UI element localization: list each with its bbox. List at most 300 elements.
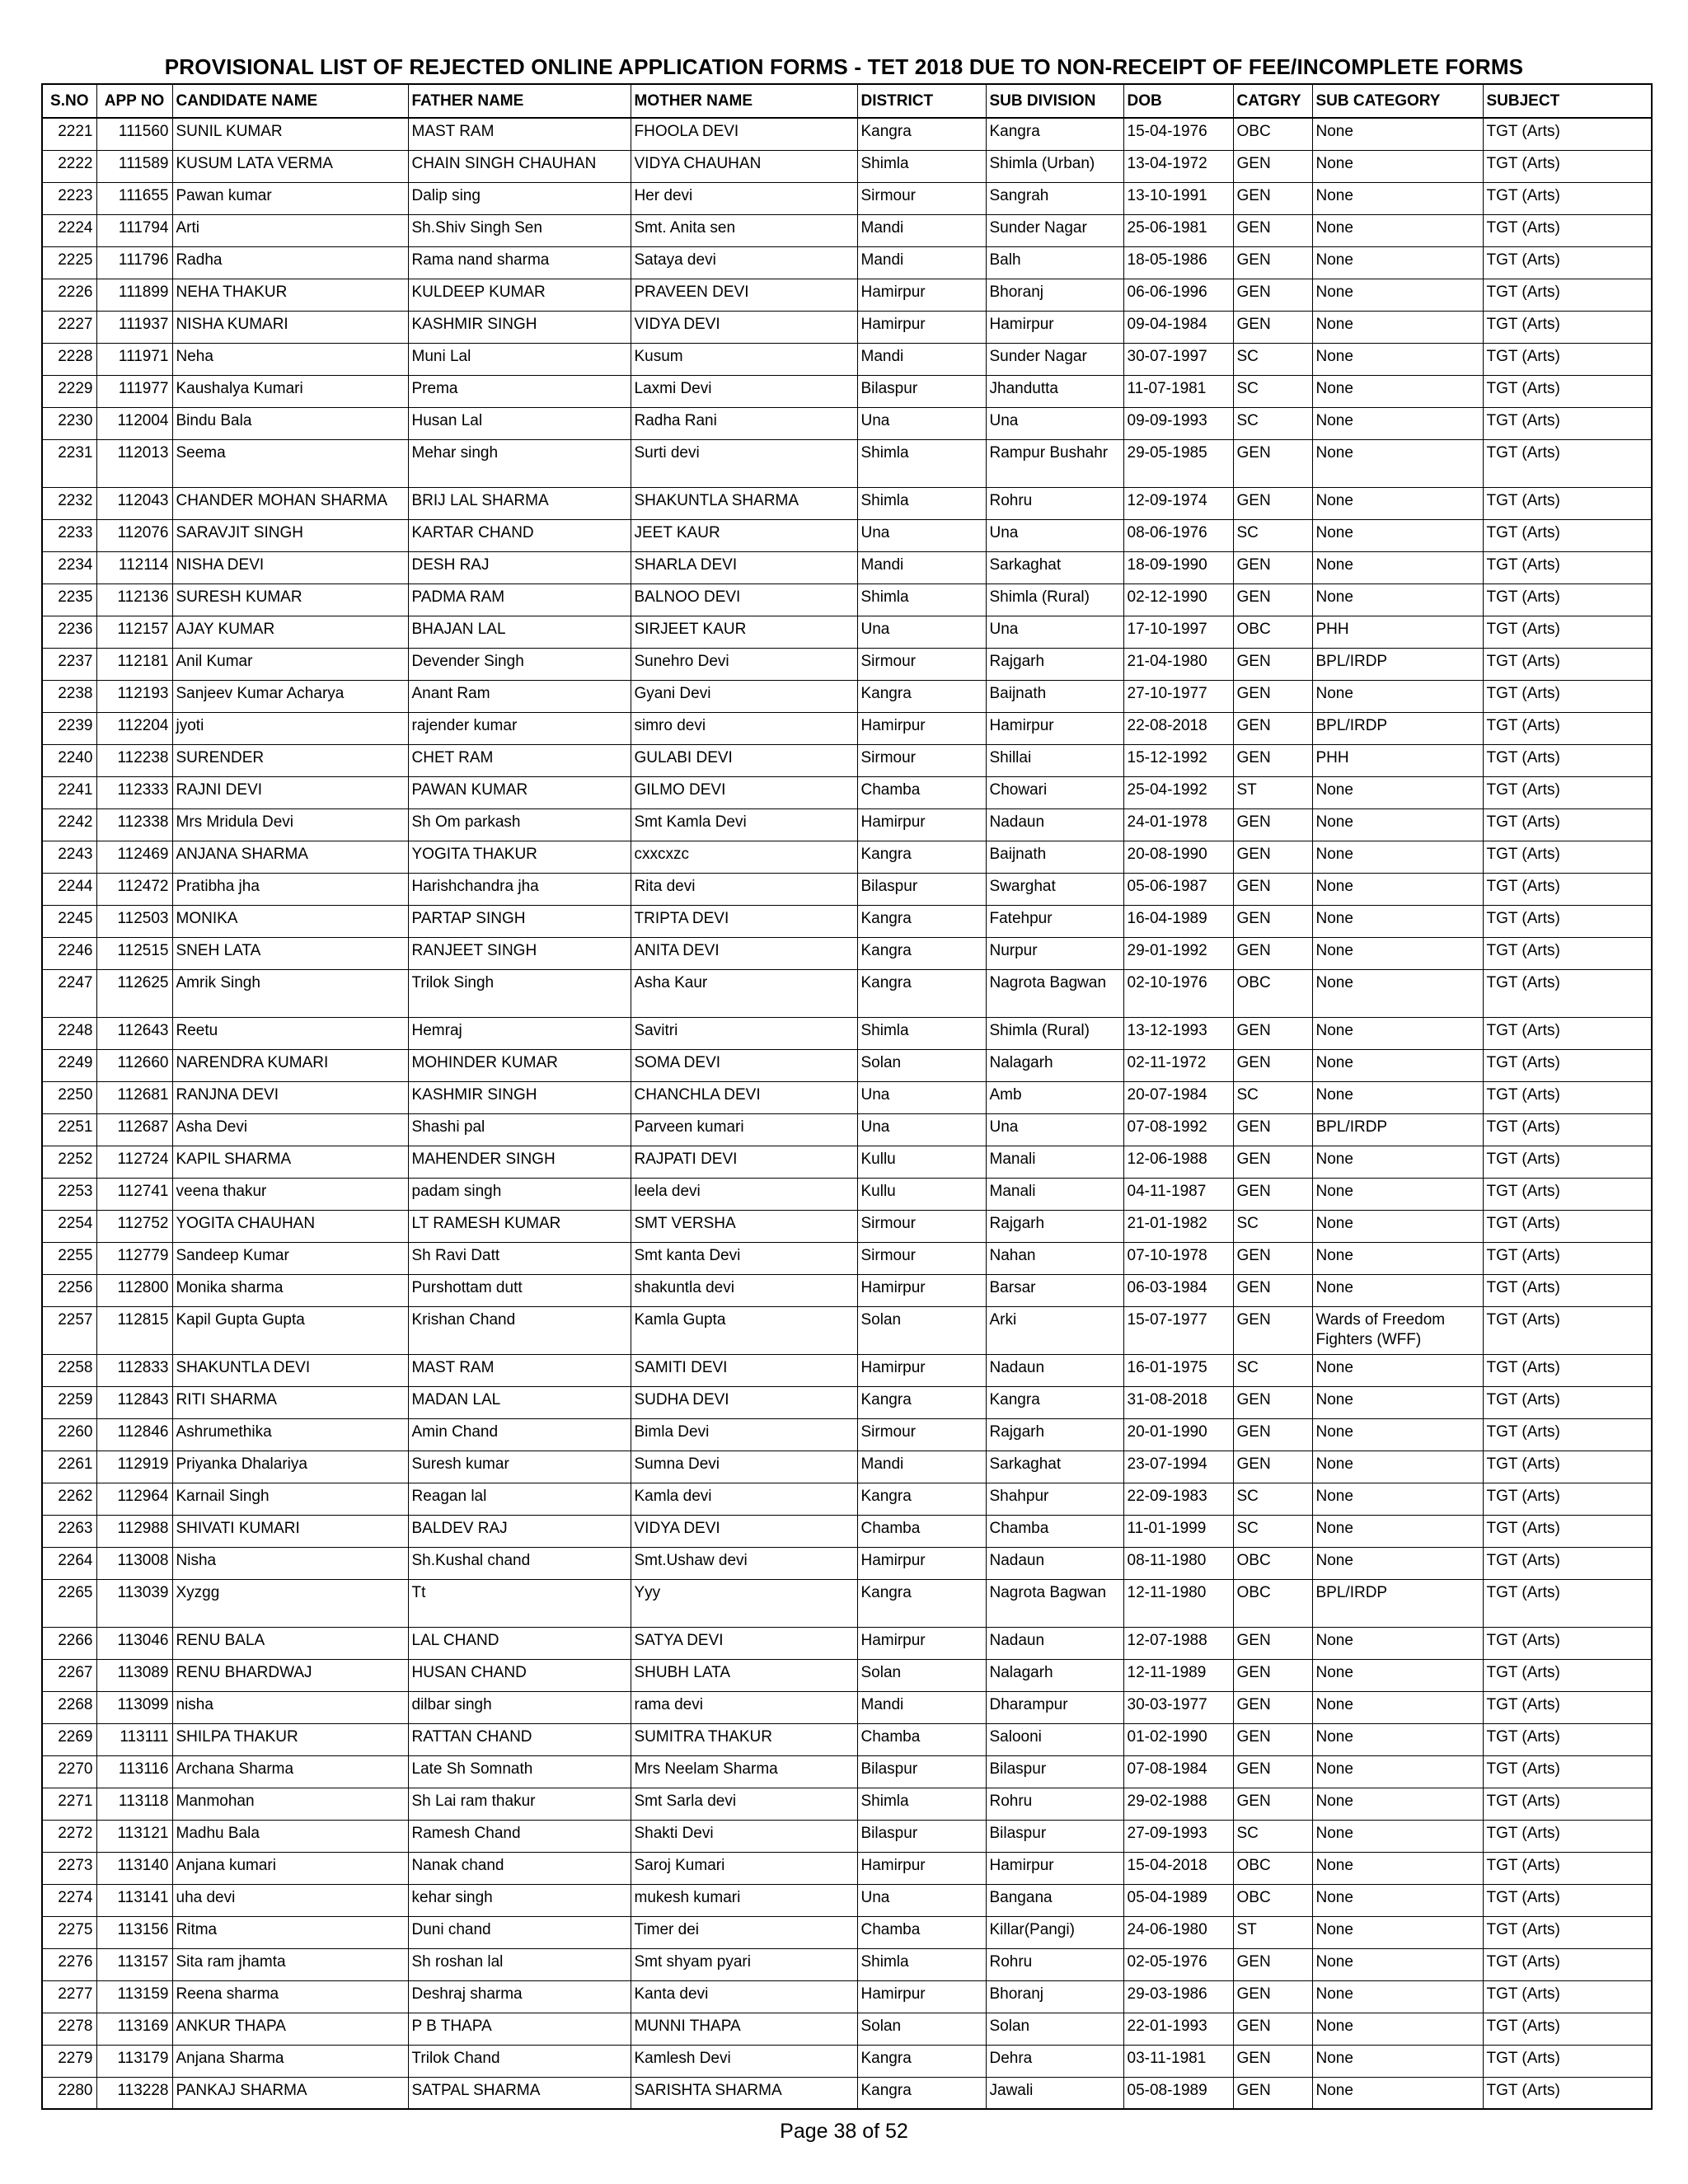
candidate-name-cell: CHANDER MOHAN SHARMA [172, 487, 408, 519]
app-no-cell: 113156 [96, 1916, 172, 1948]
category-cell: GEN [1233, 1146, 1312, 1178]
table-row [42, 712, 1652, 744]
table-row [42, 2045, 1652, 2077]
sno-cell: 2237 [42, 648, 96, 680]
table-row [42, 2077, 1652, 2109]
category-cell: GEN [1233, 1788, 1312, 1820]
mother-name-cell: Bimla Devi [631, 1418, 857, 1451]
district-cell: Kangra [857, 937, 986, 969]
app-no-cell: 112193 [96, 680, 172, 712]
sub-division-cell: Nadaun [986, 1547, 1123, 1579]
sno-cell: 2230 [42, 407, 96, 439]
subject-cell: TGT (Arts) [1483, 1980, 1652, 2013]
district-cell: Sirmour [857, 1242, 986, 1274]
table-row [42, 680, 1652, 712]
district-cell: Hamirpur [857, 1547, 986, 1579]
father-name-cell: LT RAMESH KUMAR [408, 1210, 631, 1242]
app-no-cell: 112843 [96, 1386, 172, 1418]
subject-cell: TGT (Arts) [1483, 1483, 1652, 1515]
mother-name-cell: SOMA DEVI [631, 1049, 857, 1081]
sub-category-cell: None [1312, 1049, 1483, 1081]
dob-cell: 30-07-1997 [1123, 343, 1233, 375]
table-row [42, 279, 1652, 311]
mother-name-cell: Laxmi Devi [631, 375, 857, 407]
dob-cell: 29-01-1992 [1123, 937, 1233, 969]
dob-cell: 09-09-1993 [1123, 407, 1233, 439]
table-row [42, 905, 1652, 937]
father-name-cell: Reagan lal [408, 1483, 631, 1515]
sub-division-cell: Killar(Pangi) [986, 1916, 1123, 1948]
table-row [42, 487, 1652, 519]
mother-name-cell: Shakti Devi [631, 1820, 857, 1852]
sub-division-cell: Jawali [986, 2077, 1123, 2109]
sno-cell: 2248 [42, 1017, 96, 1049]
table-row [42, 1820, 1652, 1852]
sno-cell: 2247 [42, 969, 96, 1017]
sub-division-cell: Sunder Nagar [986, 343, 1123, 375]
sub-category-cell: BPL/IRDP [1312, 712, 1483, 744]
dob-cell: 05-04-1989 [1123, 1884, 1233, 1916]
sub-division-cell: Nadaun [986, 1627, 1123, 1659]
father-name-cell: CHAIN SINGH CHAUHAN [408, 150, 631, 182]
candidate-name-cell: SURESH KUMAR [172, 583, 408, 616]
rejected-applications-table [41, 83, 1653, 2110]
district-cell: Kullu [857, 1146, 986, 1178]
subject-cell: TGT (Arts) [1483, 1210, 1652, 1242]
sno-cell: 2246 [42, 937, 96, 969]
sub-category-cell: None [1312, 1547, 1483, 1579]
category-cell: OBC [1233, 118, 1312, 150]
table-row [42, 808, 1652, 841]
app-no-cell: 111899 [96, 279, 172, 311]
father-name-cell: DESH RAJ [408, 551, 631, 583]
sno-cell: 2261 [42, 1451, 96, 1483]
sno-cell: 2239 [42, 712, 96, 744]
sub-division-cell: Bilaspur [986, 1820, 1123, 1852]
father-name-cell: padam singh [408, 1178, 631, 1210]
table-row [42, 1547, 1652, 1579]
candidate-name-cell: Bindu Bala [172, 407, 408, 439]
candidate-name-cell: Monika sharma [172, 1274, 408, 1306]
mother-name-cell: Sataya devi [631, 246, 857, 279]
district-cell: Mandi [857, 1691, 986, 1723]
district-cell: Chamba [857, 776, 986, 808]
father-name-cell: Sh.Kushal chand [408, 1547, 631, 1579]
app-no-cell: 113008 [96, 1547, 172, 1579]
district-cell: Una [857, 519, 986, 551]
dob-cell: 21-04-1980 [1123, 648, 1233, 680]
mother-name-cell: SHAKUNTLA SHARMA [631, 487, 857, 519]
category-cell: OBC [1233, 616, 1312, 648]
dob-cell: 29-05-1985 [1123, 439, 1233, 487]
app-no-cell: 112625 [96, 969, 172, 1017]
father-name-cell: Muni Lal [408, 343, 631, 375]
category-cell: GEN [1233, 873, 1312, 905]
app-no-cell: 113118 [96, 1788, 172, 1820]
dob-cell: 13-12-1993 [1123, 1017, 1233, 1049]
mother-name-cell: rama devi [631, 1691, 857, 1723]
sub-category-cell: None [1312, 1755, 1483, 1788]
subject-cell: TGT (Arts) [1483, 182, 1652, 214]
district-cell: Una [857, 616, 986, 648]
sub-category-cell: None [1312, 1386, 1483, 1418]
app-no-cell: 113046 [96, 1627, 172, 1659]
mother-name-cell: SARISHTA SHARMA [631, 2077, 857, 2109]
table-row [42, 1627, 1652, 1659]
sub-division-cell: Fatehpur [986, 905, 1123, 937]
mother-name-cell: Kamla devi [631, 1483, 857, 1515]
dob-cell: 02-11-1972 [1123, 1049, 1233, 1081]
candidate-name-cell: SARAVJIT SINGH [172, 519, 408, 551]
table-row [42, 246, 1652, 279]
category-cell: GEN [1233, 680, 1312, 712]
sub-category-cell: None [1312, 2045, 1483, 2077]
table-row [42, 1017, 1652, 1049]
dob-cell: 12-11-1980 [1123, 1579, 1233, 1627]
dob-cell: 02-05-1976 [1123, 1948, 1233, 1980]
category-cell: GEN [1233, 1274, 1312, 1306]
candidate-name-cell: Mrs Mridula Devi [172, 808, 408, 841]
dob-cell: 15-12-1992 [1123, 744, 1233, 776]
table-row [42, 1146, 1652, 1178]
mother-name-cell: Timer dei [631, 1916, 857, 1948]
category-cell: GEN [1233, 1306, 1312, 1354]
subject-cell: TGT (Arts) [1483, 873, 1652, 905]
dob-cell: 27-10-1977 [1123, 680, 1233, 712]
sub-division-cell: Manali [986, 1178, 1123, 1210]
subject-cell: TGT (Arts) [1483, 1723, 1652, 1755]
sub-division-cell: Jhandutta [986, 375, 1123, 407]
candidate-name-cell: YOGITA CHAUHAN [172, 1210, 408, 1242]
candidate-name-cell: Pratibha jha [172, 873, 408, 905]
sub-category-cell: None [1312, 680, 1483, 712]
district-cell: Solan [857, 1306, 986, 1354]
mother-name-cell: Yyy [631, 1579, 857, 1627]
father-name-cell: Rama nand sharma [408, 246, 631, 279]
subject-cell: TGT (Arts) [1483, 2077, 1652, 2109]
sno-cell: 2241 [42, 776, 96, 808]
district-cell: Shimla [857, 1017, 986, 1049]
sno-cell: 2251 [42, 1113, 96, 1146]
sno-cell: 2225 [42, 246, 96, 279]
sno-cell: 2272 [42, 1820, 96, 1852]
sub-category-cell: None [1312, 311, 1483, 343]
father-name-cell: Ramesh Chand [408, 1820, 631, 1852]
candidate-name-cell: SHIVATI KUMARI [172, 1515, 408, 1547]
mother-name-cell: Smt. Anita sen [631, 214, 857, 246]
dob-cell: 25-04-1992 [1123, 776, 1233, 808]
district-cell: Shimla [857, 487, 986, 519]
subject-cell: TGT (Arts) [1483, 1451, 1652, 1483]
app-no-cell: 112752 [96, 1210, 172, 1242]
dob-cell: 15-04-2018 [1123, 1852, 1233, 1884]
sub-category-cell: None [1312, 1788, 1483, 1820]
sub-category-cell: None [1312, 1451, 1483, 1483]
mother-name-cell: mukesh kumari [631, 1884, 857, 1916]
subject-cell: TGT (Arts) [1483, 1113, 1652, 1146]
table-row [42, 1515, 1652, 1547]
district-cell: Bilaspur [857, 1755, 986, 1788]
sub-division-cell: Baijnath [986, 680, 1123, 712]
app-no-cell: 112333 [96, 776, 172, 808]
mother-name-cell: VIDYA CHAUHAN [631, 150, 857, 182]
father-name-cell: Tt [408, 1579, 631, 1627]
sub-category-cell: None [1312, 841, 1483, 873]
district-cell: Kullu [857, 1178, 986, 1210]
father-name-cell: Sh Ravi Datt [408, 1242, 631, 1274]
father-name-cell: Devender Singh [408, 648, 631, 680]
app-no-cell: 113169 [96, 2013, 172, 2045]
candidate-name-cell: NISHA KUMARI [172, 311, 408, 343]
subject-cell: TGT (Arts) [1483, 246, 1652, 279]
table-row [42, 776, 1652, 808]
sno-cell: 2256 [42, 1274, 96, 1306]
candidate-name-cell: SURENDER [172, 744, 408, 776]
sub-category-cell: BPL/IRDP [1312, 1113, 1483, 1146]
candidate-name-cell: RANJNA DEVI [172, 1081, 408, 1113]
sno-cell: 2254 [42, 1210, 96, 1242]
sub-category-cell: None [1312, 279, 1483, 311]
sno-cell: 2265 [42, 1579, 96, 1627]
app-no-cell: 111794 [96, 214, 172, 246]
category-cell: GEN [1233, 1691, 1312, 1723]
district-cell: Chamba [857, 1515, 986, 1547]
subject-cell: TGT (Arts) [1483, 1081, 1652, 1113]
sub-division-cell: Shillai [986, 744, 1123, 776]
dob-cell: 22-09-1983 [1123, 1483, 1233, 1515]
sno-cell: 2275 [42, 1916, 96, 1948]
app-no-cell: 112472 [96, 873, 172, 905]
app-no-cell: 112988 [96, 1515, 172, 1547]
app-no-cell: 112503 [96, 905, 172, 937]
mother-name-cell: VIDYA DEVI [631, 311, 857, 343]
candidate-name-cell: Radha [172, 246, 408, 279]
father-name-cell: KASHMIR SINGH [408, 1081, 631, 1113]
dob-cell: 05-06-1987 [1123, 873, 1233, 905]
district-cell: Hamirpur [857, 1274, 986, 1306]
sub-division-cell: Manali [986, 1146, 1123, 1178]
column-header-sno: S.NO [42, 84, 96, 118]
sub-category-cell: None [1312, 1081, 1483, 1113]
sub-division-cell: Rajgarh [986, 648, 1123, 680]
candidate-name-cell: RENU BHARDWAJ [172, 1659, 408, 1691]
table-row [42, 2013, 1652, 2045]
dob-cell: 29-02-1988 [1123, 1788, 1233, 1820]
sub-division-cell: Shahpur [986, 1483, 1123, 1515]
candidate-name-cell: Asha Devi [172, 1113, 408, 1146]
sub-division-cell: Rajgarh [986, 1418, 1123, 1451]
category-cell: SC [1233, 1081, 1312, 1113]
father-name-cell: MAST RAM [408, 1354, 631, 1386]
sub-category-cell: None [1312, 375, 1483, 407]
mother-name-cell: ANITA DEVI [631, 937, 857, 969]
sub-category-cell: None [1312, 776, 1483, 808]
sno-cell: 2244 [42, 873, 96, 905]
category-cell: GEN [1233, 712, 1312, 744]
app-no-cell: 112338 [96, 808, 172, 841]
sub-category-cell: None [1312, 2013, 1483, 2045]
category-cell: GEN [1233, 937, 1312, 969]
dob-cell: 12-07-1988 [1123, 1627, 1233, 1659]
candidate-name-cell: Reena sharma [172, 1980, 408, 2013]
sub-division-cell: Dehra [986, 2045, 1123, 2077]
dob-cell: 25-06-1981 [1123, 214, 1233, 246]
district-cell: Solan [857, 1659, 986, 1691]
category-cell: GEN [1233, 1017, 1312, 1049]
candidate-name-cell: Sandeep Kumar [172, 1242, 408, 1274]
subject-cell: TGT (Arts) [1483, 214, 1652, 246]
sub-division-cell: Bilaspur [986, 1755, 1123, 1788]
sno-cell: 2262 [42, 1483, 96, 1515]
app-no-cell: 112833 [96, 1354, 172, 1386]
dob-cell: 06-06-1996 [1123, 279, 1233, 311]
sub-category-cell: None [1312, 1948, 1483, 1980]
candidate-name-cell: Madhu Bala [172, 1820, 408, 1852]
father-name-cell: Amin Chand [408, 1418, 631, 1451]
subject-cell: TGT (Arts) [1483, 1627, 1652, 1659]
table-row [42, 1980, 1652, 2013]
sub-category-cell: PHH [1312, 744, 1483, 776]
table-row [42, 182, 1652, 214]
candidate-name-cell: Priyanka Dhalariya [172, 1451, 408, 1483]
sno-cell: 2234 [42, 551, 96, 583]
subject-cell: TGT (Arts) [1483, 150, 1652, 182]
candidate-name-cell: KAPIL SHARMA [172, 1146, 408, 1178]
dob-cell: 02-12-1990 [1123, 583, 1233, 616]
mother-name-cell: Smt Sarla devi [631, 1788, 857, 1820]
app-no-cell: 111560 [96, 118, 172, 150]
dob-cell: 30-03-1977 [1123, 1691, 1233, 1723]
district-cell: Shimla [857, 150, 986, 182]
sub-division-cell: Sunder Nagar [986, 214, 1123, 246]
app-no-cell: 112800 [96, 1274, 172, 1306]
app-no-cell: 112238 [96, 744, 172, 776]
candidate-name-cell: nisha [172, 1691, 408, 1723]
sub-division-cell: Una [986, 519, 1123, 551]
category-cell: GEN [1233, 311, 1312, 343]
dob-cell: 22-08-2018 [1123, 712, 1233, 744]
subject-cell: TGT (Arts) [1483, 439, 1652, 487]
mother-name-cell: Saroj Kumari [631, 1852, 857, 1884]
dob-cell: 03-11-1981 [1123, 2045, 1233, 2077]
candidate-name-cell: SHILPA THAKUR [172, 1723, 408, 1755]
sub-category-cell: Wards of Freedom Fighters (WFF) [1312, 1306, 1483, 1354]
sno-cell: 2233 [42, 519, 96, 551]
father-name-cell: KULDEEP KUMAR [408, 279, 631, 311]
sub-category-cell: None [1312, 1627, 1483, 1659]
father-name-cell: Trilok Singh [408, 969, 631, 1017]
table-header-row [42, 84, 1652, 118]
father-name-cell: RATTAN CHAND [408, 1723, 631, 1755]
mother-name-cell: SIRJEET KAUR [631, 616, 857, 648]
mother-name-cell: shakuntla devi [631, 1274, 857, 1306]
sub-category-cell: None [1312, 1483, 1483, 1515]
app-no-cell: 112964 [96, 1483, 172, 1515]
app-no-cell: 112919 [96, 1451, 172, 1483]
subject-cell: TGT (Arts) [1483, 1418, 1652, 1451]
mother-name-cell: Kanta devi [631, 1980, 857, 2013]
subject-cell: TGT (Arts) [1483, 551, 1652, 583]
dob-cell: 27-09-1993 [1123, 1820, 1233, 1852]
candidate-name-cell: RENU BALA [172, 1627, 408, 1659]
dob-cell: 12-11-1989 [1123, 1659, 1233, 1691]
dob-cell: 24-01-1978 [1123, 808, 1233, 841]
dob-cell: 11-01-1999 [1123, 1515, 1233, 1547]
dob-cell: 31-08-2018 [1123, 1386, 1233, 1418]
district-cell: Chamba [857, 1916, 986, 1948]
district-cell: Bilaspur [857, 873, 986, 905]
sno-cell: 2222 [42, 150, 96, 182]
sno-cell: 2273 [42, 1852, 96, 1884]
father-name-cell: Sh.Shiv Singh Sen [408, 214, 631, 246]
subject-cell: TGT (Arts) [1483, 407, 1652, 439]
mother-name-cell: Mrs Neelam Sharma [631, 1755, 857, 1788]
table-row [42, 1178, 1652, 1210]
sub-division-cell: Bangana [986, 1884, 1123, 1916]
sub-category-cell: None [1312, 1210, 1483, 1242]
mother-name-cell: FHOOLA DEVI [631, 118, 857, 150]
app-no-cell: 111796 [96, 246, 172, 279]
father-name-cell: Deshraj sharma [408, 1980, 631, 2013]
subject-cell: TGT (Arts) [1483, 1017, 1652, 1049]
dob-cell: 11-07-1981 [1123, 375, 1233, 407]
sub-category-cell: None [1312, 407, 1483, 439]
app-no-cell: 112687 [96, 1113, 172, 1146]
category-cell: SC [1233, 407, 1312, 439]
column-header-app-no: APP NO [96, 84, 172, 118]
category-cell: GEN [1233, 1723, 1312, 1755]
district-cell: Kangra [857, 1579, 986, 1627]
father-name-cell: Duni chand [408, 1916, 631, 1948]
father-name-cell: SATPAL SHARMA [408, 2077, 631, 2109]
category-cell: GEN [1233, 1049, 1312, 1081]
district-cell: Bilaspur [857, 375, 986, 407]
subject-cell: TGT (Arts) [1483, 343, 1652, 375]
app-no-cell: 112157 [96, 616, 172, 648]
table-row [42, 1884, 1652, 1916]
father-name-cell: dilbar singh [408, 1691, 631, 1723]
dob-cell: 05-08-1989 [1123, 2077, 1233, 2109]
column-header-district: DISTRICT [857, 84, 986, 118]
table-row [42, 1306, 1652, 1354]
table-row [42, 118, 1652, 150]
district-cell: Shimla [857, 439, 986, 487]
sub-division-cell: Barsar [986, 1274, 1123, 1306]
father-name-cell: Mehar singh [408, 439, 631, 487]
app-no-cell: 112846 [96, 1418, 172, 1451]
app-no-cell: 112004 [96, 407, 172, 439]
district-cell: Hamirpur [857, 1852, 986, 1884]
app-no-cell: 112515 [96, 937, 172, 969]
sub-category-cell: None [1312, 583, 1483, 616]
district-cell: Sirmour [857, 648, 986, 680]
sub-division-cell: Shimla (Rural) [986, 583, 1123, 616]
category-cell: GEN [1233, 2013, 1312, 2045]
app-no-cell: 112660 [96, 1049, 172, 1081]
sub-category-cell: BPL/IRDP [1312, 1579, 1483, 1627]
subject-cell: TGT (Arts) [1483, 969, 1652, 1017]
sub-category-cell: PHH [1312, 616, 1483, 648]
mother-name-cell: simro devi [631, 712, 857, 744]
sub-division-cell: Bhoranj [986, 1980, 1123, 2013]
subject-cell: TGT (Arts) [1483, 1659, 1652, 1691]
table-row [42, 841, 1652, 873]
mother-name-cell: Asha Kaur [631, 969, 857, 1017]
mother-name-cell: CHANCHLA DEVI [631, 1081, 857, 1113]
app-no-cell: 111589 [96, 150, 172, 182]
candidate-name-cell: MONIKA [172, 905, 408, 937]
candidate-name-cell: jyoti [172, 712, 408, 744]
